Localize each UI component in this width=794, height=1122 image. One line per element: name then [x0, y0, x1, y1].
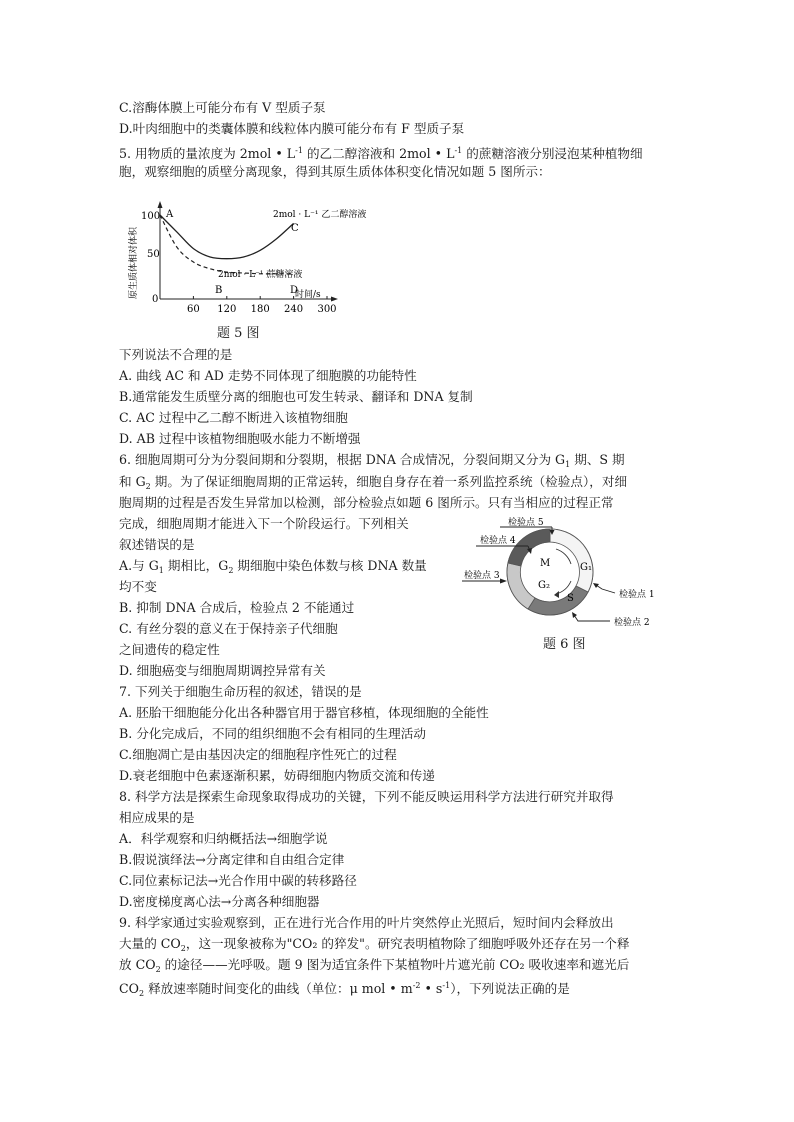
- figure-6-caption: 题 6 图: [543, 637, 586, 652]
- fig5-curve-sucrose: [160, 215, 294, 274]
- question-5-stem: 下列说法不合理的是: [119, 347, 233, 362]
- question-5-line-2: 胞，观察细胞的质壁分离现象，得到其原生质体体积变化情况如题 5 图所示：: [119, 164, 551, 179]
- q8-option-c: C.同位素标记法→光合作用中碳的转移路径: [119, 873, 357, 888]
- fig6-phase-g1: G₁: [580, 562, 592, 573]
- fig5-point-d: D: [290, 285, 299, 296]
- fig5-curve-ethylene-glycol: [160, 215, 294, 259]
- question-9-line-4: $CO_2$ 释放速率随时间变化的曲线（单位：μ mol • $m^{-2}$ • $s^{-1}$），下列说法正确的是: [119, 981, 570, 998]
- q5-option-d: D. AB 过程中该植物细胞吸水能力不断增强: [119, 431, 361, 446]
- q7-option-d: D.衰老细胞中色素逐渐积累，妨碍细胞内物质交流和传递: [119, 768, 435, 783]
- q5-option-c: C. AC 过程中乙二醇不断进入该植物细胞: [119, 410, 348, 425]
- question-6-line-4: 完成，细胞周期才能进入下一个阶段运行。下列相关: [119, 516, 409, 531]
- fig6-checkpoint-2: 检验点 2: [614, 618, 650, 628]
- fig5-ytick-50: 50: [147, 249, 160, 260]
- question-5-line-1: 5. 用物质的量浓度为 2mol • $L^{-1}$ 的乙二醇溶液和 2mol • $L^{-1}$ 的蔗糖溶液分别浸泡某种植物细: [119, 146, 643, 161]
- question-6-line-1: 6. 细胞周期可分为分裂间期和分裂期，根据 DNA 合成情况，分裂间期又分为 $G_1$ 期、S 期: [119, 452, 625, 469]
- q8-option-b: B.假说演绎法→分离定律和自由组合定律: [119, 852, 345, 867]
- fig6-checkpoint-4: 检验点 4: [480, 536, 516, 546]
- q8-option-a: A．科学观察和归纳概括法→细胞学说: [119, 831, 328, 846]
- fig5-point-b: B: [215, 285, 223, 296]
- fig5-ytick-100: 100: [141, 211, 161, 222]
- question-6-line-2: 和 $G_2$ 期。为了保证细胞周期的正常运转，细胞自身存在着一系列监控系统（检验点），对细: [119, 474, 628, 491]
- fig5-xtick-label: 240: [284, 304, 304, 315]
- fig5-lower-curve-label: 2mol · L⁻¹ 蔗糖溶液: [218, 270, 303, 280]
- q6-option-b: B. 抑制 DNA 合成后，检验点 2 不能通过: [119, 600, 355, 615]
- fig6-phase-m: M: [540, 558, 551, 569]
- option-c-lysosome: C.溶酶体膜上可能分布有 V 型质子泵: [119, 100, 326, 115]
- fig5-xtick-label: 300: [317, 304, 337, 315]
- question-9-line-3: 放 $CO_2$ 的途径——光呼吸。题 9 图为适宜条件下某植物叶片遮光前 CO₂ 吸收速率和遮光后: [119, 957, 630, 974]
- fig5-xlabel: 时间/s: [295, 290, 321, 300]
- figure-6-cell-cycle: [460, 515, 696, 630]
- figure-5-caption: 题 5 图: [217, 326, 260, 341]
- figure-5-chart: [124, 195, 367, 320]
- question-6-line-5: 叙述错误的是: [119, 537, 195, 552]
- question-7: 7. 下列关于细胞生命历程的叙述，错误的是: [119, 684, 362, 699]
- question-8-line-1: 8. 科学方法是探索生命现象取得成功的关键，下列不能反映运用科学方法进行研究并取得: [119, 789, 614, 804]
- question-9-line-2: 大量的 $CO_2$，这一现象被称为"CO₂ 的猝发"。研究表明植物除了细胞呼吸外还存在另一个释: [119, 936, 630, 953]
- q8-option-d: D.密度梯度离心法→分离各种细胞器: [119, 894, 320, 909]
- q6-option-c: C. 有丝分裂的意义在于保持亲子代细胞: [119, 621, 338, 636]
- option-d-thylakoid: D.叶肉细胞中的类囊体膜和线粒体内膜可能分布有 F 型质子泵: [119, 121, 465, 136]
- question-6-line-3: 胞周期的过程是否发生异常加以检测，部分检验点如题 6 图所示。只有当相应的过程正常: [119, 495, 614, 510]
- fig5-xtick-label: 180: [250, 304, 270, 315]
- fig6-checkpoint-1: 检验点 1: [619, 590, 655, 600]
- q7-option-c: C.细胞凋亡是由基因决定的细胞程序性死亡的过程: [119, 747, 397, 762]
- fig5-upper-curve-label: 2mol · L⁻¹ 乙二醇溶液: [273, 210, 367, 220]
- fig5-point-c: C: [291, 223, 299, 234]
- q5-option-b: B.通常能发生质壁分离的细胞也可发生转录、翻译和 DNA 复制: [119, 389, 473, 404]
- question-9-line-1: 9. 科学家通过实验观察到，正在进行光合作用的叶片突然停止光照后，短时间内会释放出: [119, 915, 614, 930]
- q6-option-c-cont: 之间遗传的稳定性: [119, 642, 220, 657]
- fig6-phase-g2: G₂: [538, 580, 550, 591]
- fig6-checkpoint-3: 检验点 3: [464, 571, 500, 581]
- q6-option-a: A.与 $G_1$ 期相比，$G_2$ 期细胞中染色体数与核 DNA 数量: [119, 558, 427, 575]
- fig5-point-a: A: [166, 209, 174, 220]
- q7-option-a: A. 胚胎干细胞能分化出各种器官用于器官移植，体现细胞的全能性: [119, 705, 489, 720]
- q7-option-b: B. 分化完成后，不同的组织细胞不会有相同的生理活动: [119, 726, 426, 741]
- fig5-xtick-label: 60: [187, 304, 200, 315]
- question-8-line-2: 相应成果的是: [119, 810, 195, 825]
- fig6-checkpoint-5: 检验点 5: [508, 518, 544, 528]
- fig5-xtick-label: 120: [217, 304, 237, 315]
- fig5-ylabel: 原生质体相对体积: [129, 226, 139, 299]
- fig6-phase-s: S: [567, 593, 574, 604]
- fig5-ytick-0: 0: [152, 294, 159, 305]
- q5-option-a: A. 曲线 AC 和 AD 走势不同体现了细胞膜的功能特性: [119, 368, 417, 383]
- q6-option-a-cont: 均不变: [119, 579, 157, 594]
- q6-option-d: D. 细胞癌变与细胞周期调控异常有关: [119, 663, 326, 678]
